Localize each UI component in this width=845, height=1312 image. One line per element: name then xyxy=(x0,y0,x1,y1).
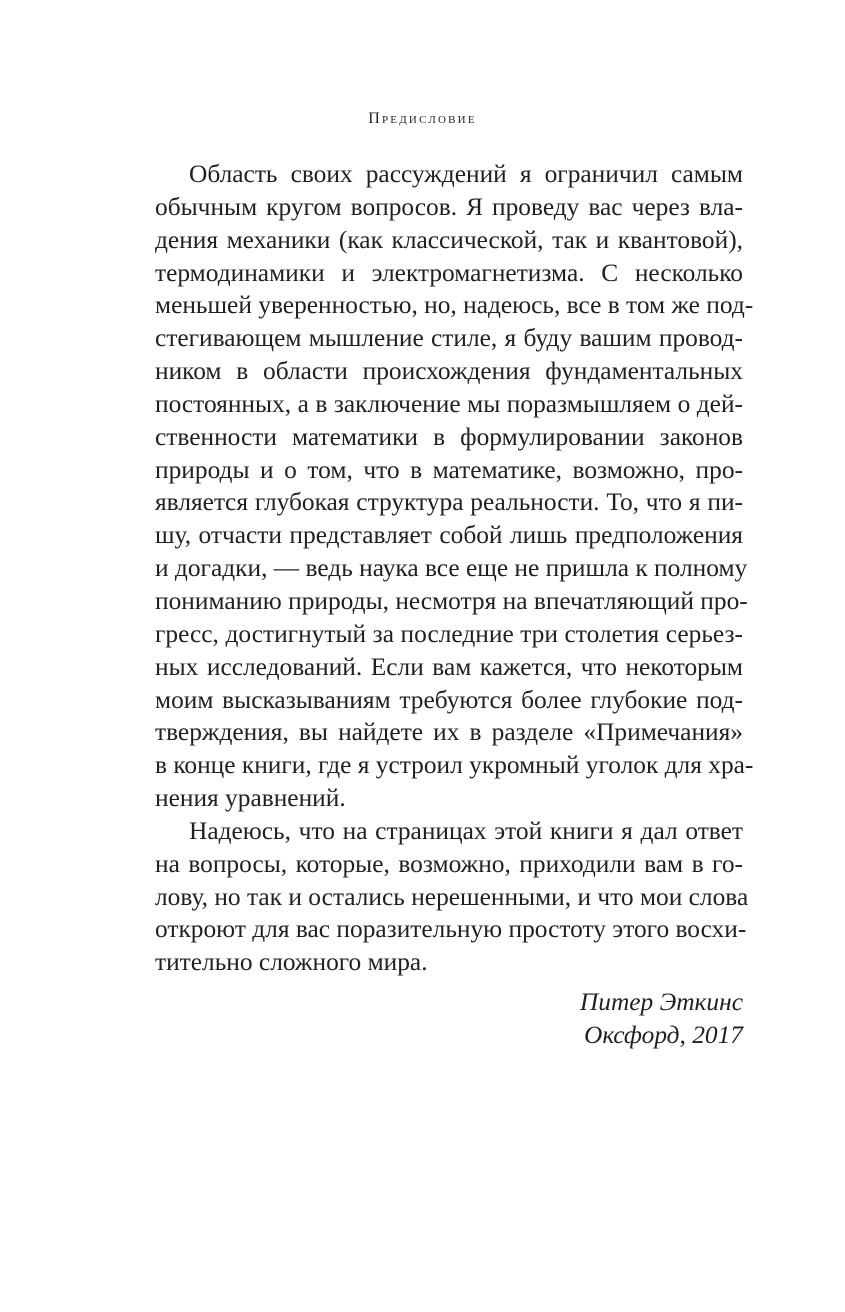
body-text xyxy=(155,158,754,979)
text-line: ных исследований. Если вам кажется, что некоторым xyxy=(155,652,743,681)
text-line: пониманию природы, несмотря на впечатляющий про- xyxy=(155,586,748,615)
author-name: Питер Эткинс xyxy=(579,988,743,1016)
text-line: моим высказываниям требуются более глубокие под- xyxy=(155,685,743,714)
text-line: ником в области происхождения фундаментальных xyxy=(155,357,743,386)
text-line: тительно сложного мира. xyxy=(155,948,428,977)
text-line: дения механики (как классической, так и квантовой), xyxy=(155,225,743,254)
text-line: стегивающем мышление стиле, я буду вашим провод- xyxy=(155,324,743,353)
text-line: природы и о том, что в математике, возможно, про- xyxy=(155,455,743,484)
text-line: обычным кругом вопросов. Я проведу вас через вла- xyxy=(155,192,743,221)
text-line: меньшей уверенностью, но, надеюсь, все в том же под- xyxy=(155,291,754,320)
text-line: ственности математики в формулировании законов xyxy=(155,422,743,451)
place-year: Оксфорд, 2017 xyxy=(584,1020,743,1049)
text-line: и догадки, — ведь наука все еще не пришла к полному xyxy=(155,554,748,583)
text-line: нения уравнений. xyxy=(155,784,346,813)
text-line: постоянных, а в заключение мы поразмышляем о дей- xyxy=(155,389,743,418)
text-line: на вопросы, которые, возможно, приходили вам в го- xyxy=(155,849,743,878)
text-line: шу, отчасти представляет собой лишь предположения xyxy=(155,521,743,550)
paragraph-2 xyxy=(155,815,749,979)
signature-block xyxy=(580,986,743,1052)
text-line: термодинамики и электромагнетизма. С несколько xyxy=(155,258,743,287)
running-head: Предисловие xyxy=(368,110,477,127)
text-line: откроют для вас поразительную простоту этого восхи- xyxy=(155,915,747,944)
text-line: Область своих рассуждений я ограничил самым xyxy=(189,160,743,188)
text-line: гресс, достигнутый за последние три столетия серьез- xyxy=(155,619,743,648)
text-line: Надеюсь, что на страницах этой книги я дал ответ xyxy=(189,816,743,845)
paragraph-1 xyxy=(155,158,754,815)
text-line: в конце книги, где я устроил укромный уголок для хра- xyxy=(155,751,754,780)
text-line: являетcя глубокая структура реальности. То, что я пи- xyxy=(155,488,743,517)
text-line: лову, но так и остались нерешенными, и что мои слова xyxy=(155,882,749,911)
text-line: тверждения, вы найдете их в разделе «Примечания» xyxy=(155,718,743,747)
